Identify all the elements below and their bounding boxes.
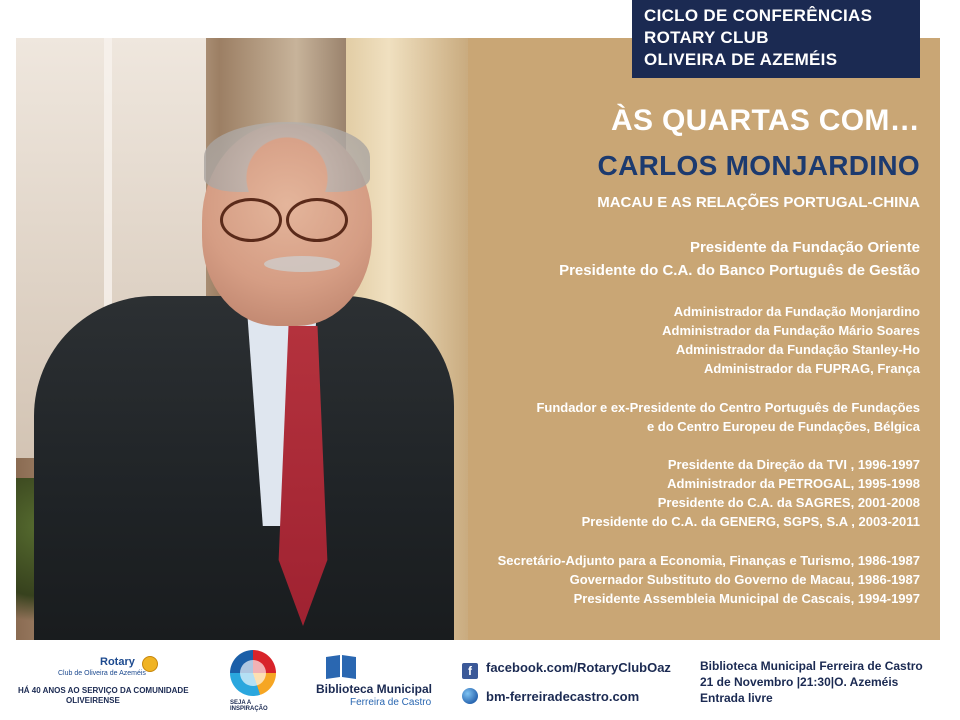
photo-mustache xyxy=(264,256,340,272)
group3-item-3: Presidente do C.A. da SAGRES, 2001-2008 xyxy=(657,495,920,510)
group1-item-3: Administrador da Fundação Stanley-Ho xyxy=(675,342,920,357)
group3-item-2: Administrador da PETROGAL, 1995-1998 xyxy=(667,476,920,491)
globe-icon xyxy=(462,688,478,704)
glasses-left-lens xyxy=(220,198,282,242)
event-entry: Entrada livre xyxy=(700,691,773,705)
talk-topic: MACAU E AS RELAÇÕES PORTUGAL-CHINA xyxy=(597,194,920,211)
facebook-link-row[interactable] xyxy=(462,660,671,679)
library-logo xyxy=(316,652,446,712)
group3-item-1: Presidente da Direção da TVI , 1996-1997 xyxy=(667,457,920,472)
social-links xyxy=(462,660,682,710)
event-datetime: 21 de Novembro |21:30|O. Azeméis xyxy=(700,675,899,689)
group1-item-2: Administrador da Fundação Mário Soares xyxy=(662,323,920,338)
library-subtitle: Ferreira de Castro xyxy=(350,697,432,708)
header-line-3: OLIVEIRA DE AZEMÉIS xyxy=(644,50,838,69)
event-venue: Biblioteca Municipal Ferreira de Castro xyxy=(700,659,923,673)
rotary-tagline-1: HÁ 40 ANOS AO SERVIÇO DA COMUNIDADE xyxy=(18,686,189,695)
seja-inspiracao-logo xyxy=(226,650,282,710)
photo-suit xyxy=(34,296,454,640)
website-link-row[interactable] xyxy=(462,688,639,704)
library-title: Biblioteca Municipal xyxy=(316,682,433,696)
glasses-right-lens xyxy=(286,198,348,242)
role-1: Presidente da Fundação Oriente xyxy=(689,239,920,256)
speaker-photo xyxy=(16,38,468,640)
rotary-logo xyxy=(18,656,188,706)
group4-item-1: Secretário-Adjunto para a Economia, Finanças e Turismo, 1986-1987 xyxy=(497,553,920,568)
facebook-icon: f xyxy=(462,663,478,679)
speaker-name: CARLOS MONJARDINO xyxy=(597,150,920,181)
group3-item-4: Presidente do C.A. da GENERG, SGPS, S.A , 2003-2011 xyxy=(581,514,920,529)
facebook-link[interactable]: facebook.com/RotaryClubOaz xyxy=(486,660,671,675)
group2-item-1: Fundador e ex-Presidente do Centro Português de Fundações xyxy=(536,400,920,415)
inspiration-emblem-center xyxy=(240,660,266,686)
header-line-1: CICLO DE CONFERÊNCIAS xyxy=(644,6,873,25)
inspiration-caption: SEJA A INSPIRAÇÃO xyxy=(230,700,268,712)
rotary-tagline-2: OLIVEIRENSE xyxy=(66,696,120,705)
rotary-brand: Rotary xyxy=(100,656,135,668)
headline: ÀS QUARTAS COM… xyxy=(611,104,920,137)
group4-item-3: Presidente Assembleia Municipal de Cascais, 1994-1997 xyxy=(573,591,920,606)
photo-hair xyxy=(204,122,370,192)
group1-item-1: Administrador da Fundação Monjardino xyxy=(673,304,920,319)
group1-item-4: Administrador da FUPRAG, França xyxy=(704,361,920,376)
rotary-club-name: Club de Oliveira de Azeméis xyxy=(58,670,146,677)
group2-item-2: e do Centro Europeu de Fundações, Bélgica xyxy=(646,419,920,434)
role-2: Presidente do C.A. do Banco Português de Gestão xyxy=(559,262,920,279)
group4-item-2: Governador Substituto do Governo de Macau, 1986-1987 xyxy=(569,572,920,587)
website-link[interactable]: bm-ferreiradecastro.com xyxy=(486,689,640,704)
header-line-2: ROTARY CLUB xyxy=(644,28,769,47)
book-icon xyxy=(326,652,356,682)
event-info xyxy=(700,658,950,706)
